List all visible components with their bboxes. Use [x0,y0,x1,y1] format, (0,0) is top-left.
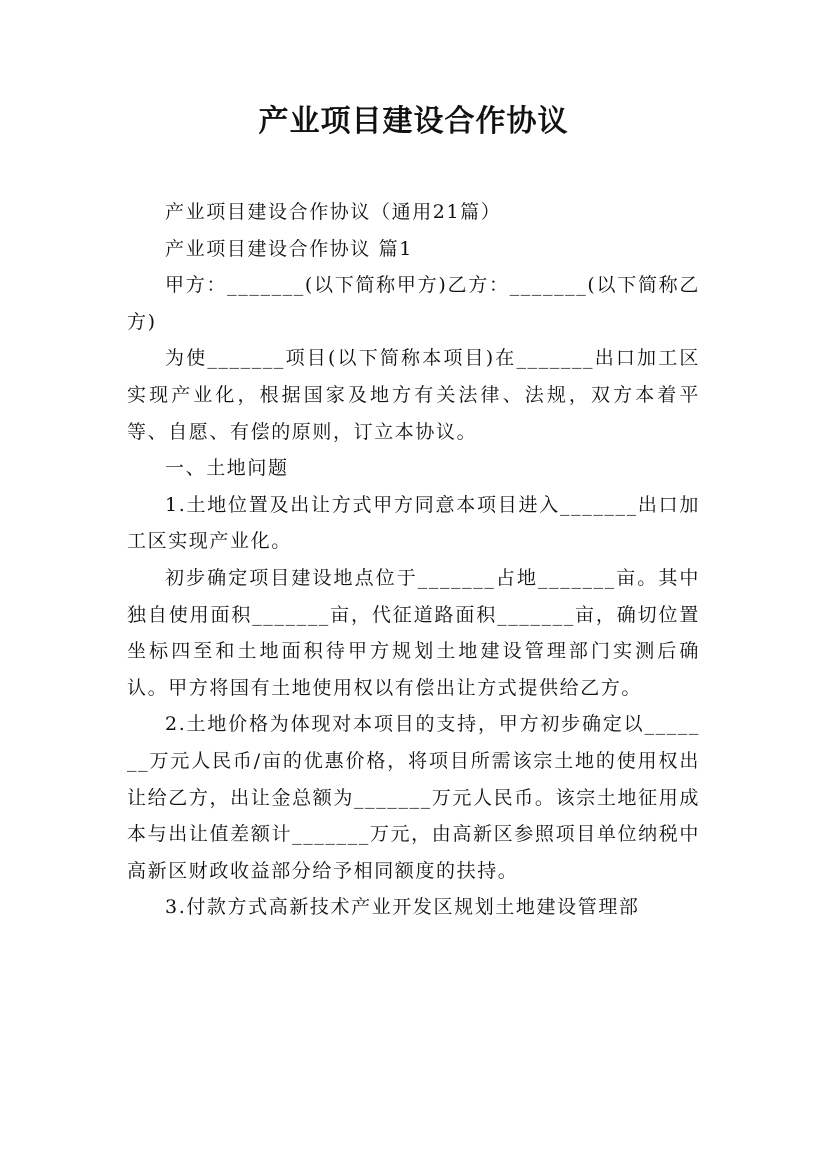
subtitle-paragraph: 产业项目建设合作协议（通用21篇） [165,201,502,223]
clause-payment: 3.付款方式高新技术产业开发区规划土地建设管理部 [165,896,640,919]
parties-paragraph: 甲方：_______(以下简称甲方)乙方：_______(以下简称乙方) [127,274,700,333]
clause-land-location: 1.土地位置及出让方式甲方同意本项目进入_______出口加工区实现产业化。 [127,493,700,553]
document-title: 产业项目建设合作协议 [258,104,569,139]
document-body [127,194,700,926]
clause-land-site: 初步确定项目建设地点位于_______占地_______亩。其中独自使用面积_______亩，代征道路面积_______亩，确切位置坐标四至和土地面积待甲方规划土地建设管理部门实测后确认。甲方将国有土地使用权以有偿出让方式提供给乙方。 [127,566,700,699]
section-heading: 产业项目建设合作协议 篇1 [165,237,413,260]
clause-heading-land: 一、土地问题 [165,457,289,480]
preamble-paragraph: 为使_______项目(以下简称本项目)在_______出口加工区实现产业化，根据国家及地方有关法律、法规，双方本着平等、自愿、有偿的原则，订立本协议。 [127,347,700,443]
clause-land-price: 2.土地价格为体现对本项目的支持，甲方初步确定以_______万元人民币/亩的优惠价格，将项目所需该宗土地的使用权出让给乙方，出让金总额为_______万元人民币。该宗土地征用成本与出让值差额计_______万元，由高新区参照项目单位纳税中高新区财政收益部分给予相同额度的扶持。 [127,713,700,882]
